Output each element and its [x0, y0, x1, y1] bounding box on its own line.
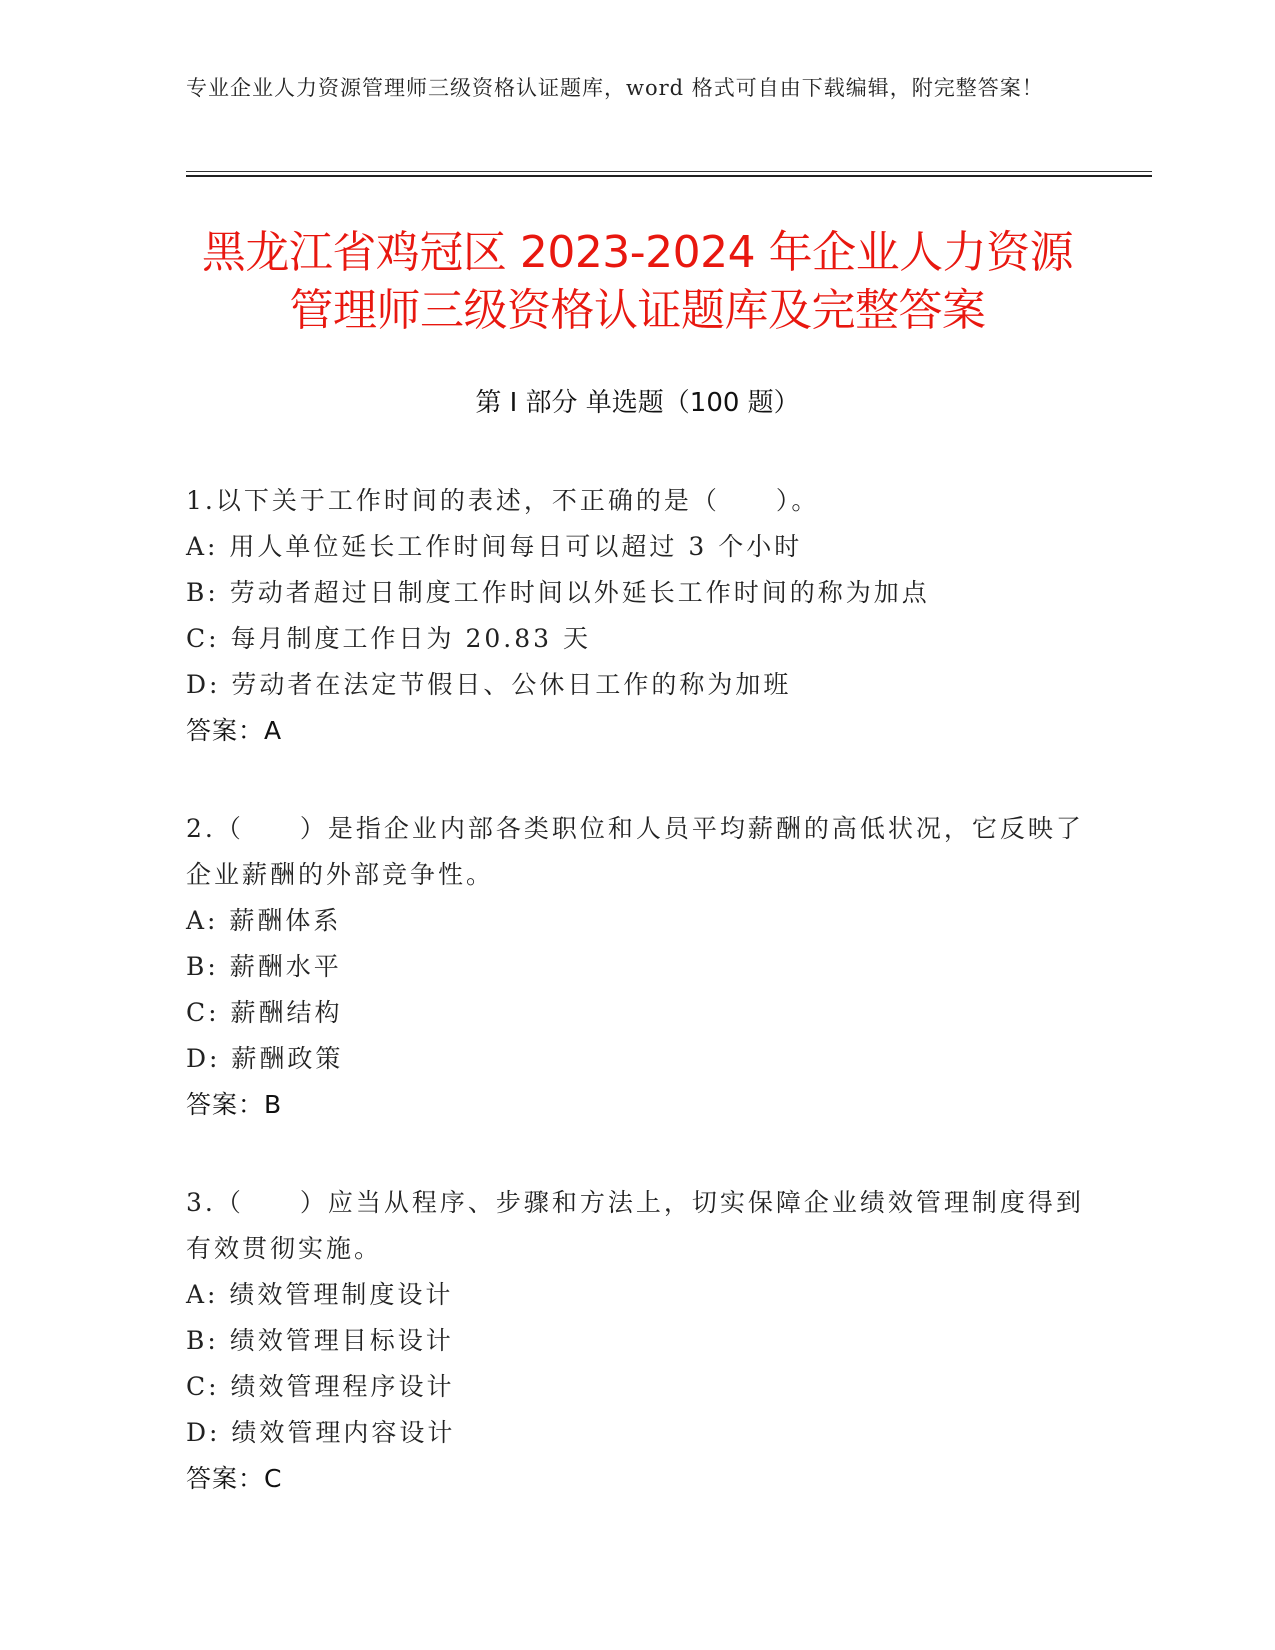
option-d: D: 劳动者在法定节假日、公休日工作的称为加班: [186, 670, 792, 699]
option-d: D: 绩效管理内容设计: [186, 1418, 456, 1447]
option-b: B: 劳动者超过日制度工作时间以外延长工作时间的称为加点: [186, 578, 930, 607]
title-line-2: 管理师三级资格认证题库及完整答案: [289, 285, 986, 336]
answer: 答案：B: [186, 1090, 283, 1119]
question-stem: 1.以下关于工作时间的表述，不正确的是（ ）。: [186, 486, 820, 515]
option-b: B: 薪酬水平: [186, 952, 342, 981]
question-2: [186, 806, 1086, 1128]
header-rule-thin: [186, 171, 1152, 172]
header-rule-thick: [186, 175, 1152, 177]
question-1: [186, 478, 1086, 754]
option-b: B: 绩效管理目标设计: [186, 1326, 454, 1355]
option-a: A: 薪酬体系: [186, 906, 342, 935]
option-c: C: 薪酬结构: [186, 998, 343, 1027]
option-a: A: 用人单位延长工作时间每日可以超过 3 个小时: [186, 532, 803, 561]
question-3: [186, 1180, 1086, 1502]
option-c: C: 每月制度工作日为 20.83 天: [186, 624, 591, 653]
question-stem: 3.（ ）应当从程序、步骤和方法上，切实保障企业绩效管理制度得到有效贯彻实施。: [186, 1188, 1084, 1263]
option-c: C: 绩效管理程序设计: [186, 1372, 455, 1401]
title-line-1: 黑龙江省鸡冠区 2023-2024 年企业人力资源: [201, 227, 1074, 278]
question-list: [186, 478, 1086, 1554]
option-d: D: 薪酬政策: [186, 1044, 344, 1073]
option-a: A: 绩效管理制度设计: [186, 1280, 454, 1309]
header-note: 专业企业人力资源管理师三级资格认证题库，word 格式可自由下载编辑，附完整答案！: [186, 76, 1044, 100]
answer: 答案：A: [186, 716, 283, 745]
answer: 答案：C: [186, 1464, 283, 1493]
question-stem: 2.（ ）是指企业内部各类职位和人员平均薪酬的高低状况，它反映了企业薪酬的外部竞争性。: [186, 814, 1084, 889]
document-title: [186, 224, 1089, 340]
section-title: 第 I 部分 单选题（100 题）: [475, 388, 800, 418]
